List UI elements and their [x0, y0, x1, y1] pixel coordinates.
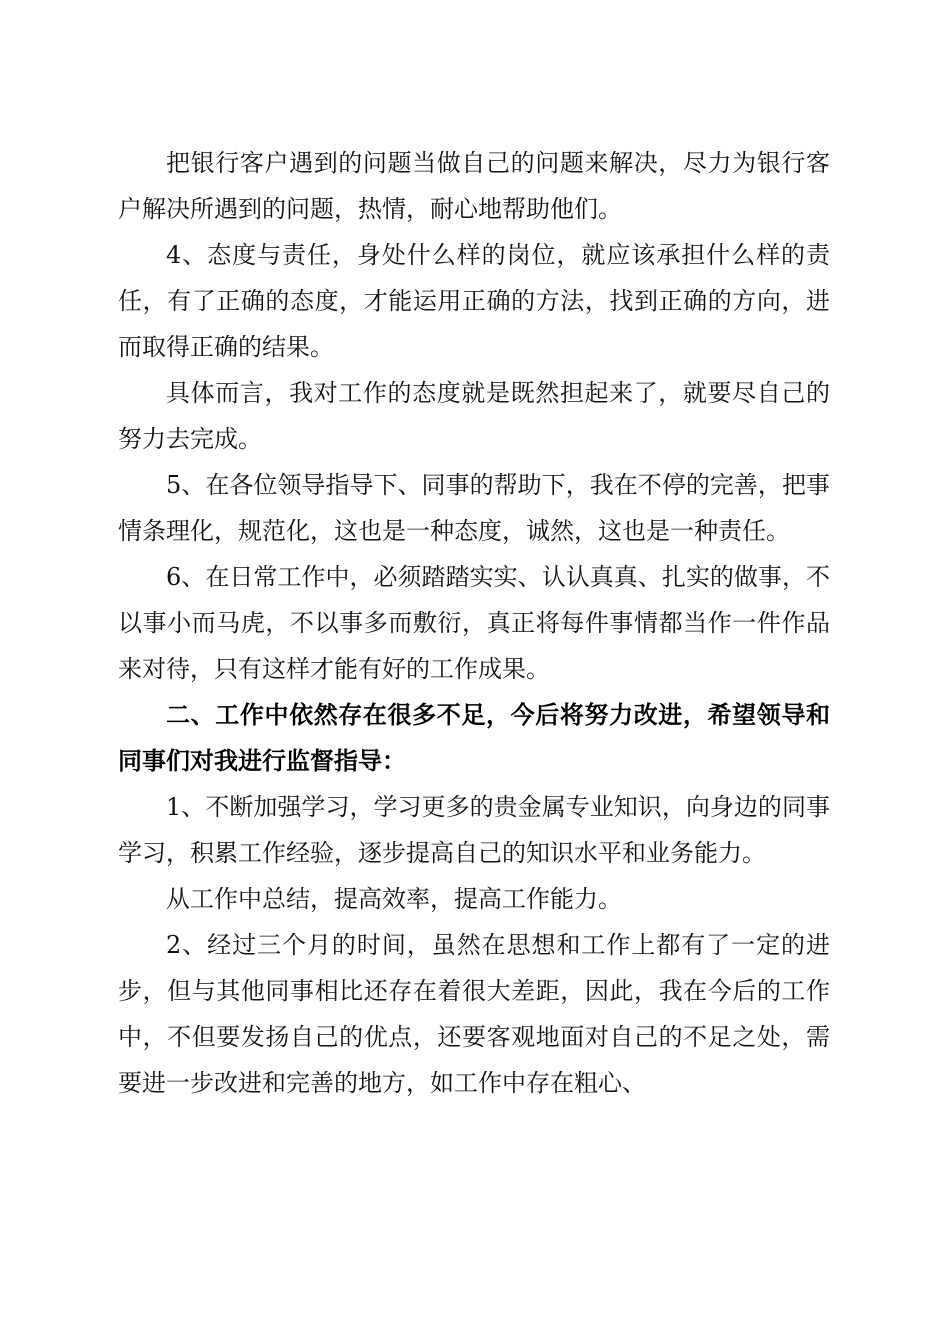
paragraph-improvement: 5、在各位领导指导下、同事的帮助下，我在不停的完善，把事情条理化，规范化，这也是一种态度，诚然，这也是一种责任。	[118, 471, 830, 545]
section-heading-shortcomings: 二、工作中依然存在很多不足，今后将努力改进，希望领导和同事们对我进行监督指导：	[118, 701, 830, 775]
paragraph-customer-problems: 把银行客户遇到的问题当做自己的问题来解决，尽力为银行客户解决所遇到的问题，热情，耐心地帮助他们。	[118, 149, 830, 223]
document-body	[118, 140, 830, 1106]
paragraph-daily-work: 6、在日常工作中，必须踏踏实实、认认真真、扎实的做事，不以事小而马虎，不以事多而敷衍，真正将每件事情都当作一件作品来对待，只有这样才能有好的工作成果。	[118, 563, 830, 683]
paragraph-study: 1、不断加强学习，学习更多的贵金属专业知识，向身边的同事学习，积累工作经验，逐步提高自己的知识水平和业务能力。	[118, 793, 830, 867]
paragraph-work-attitude: 具体而言，我对工作的态度就是既然担起来了，就要尽自己的努力去完成。	[118, 379, 830, 453]
paragraph-three-months: 2、经过三个月的时间，虽然在思想和工作上都有了一定的进步，但与其他同事相比还存在着很大差距，因此，我在今后的工作中，不但要发扬自己的优点，还要客观地面对自己的不足之处，需要进一步改进和完善的地方，如工作中存在粗心、	[118, 931, 830, 1097]
paragraph-attitude-responsibility: 4、态度与责任，身处什么样的岗位，就应该承担什么样的责任，有了正确的态度，才能运用正确的方法，找到正确的方向，进而取得正确的结果。	[118, 241, 830, 361]
paragraph-summarize: 从工作中总结，提高效率，提高工作能力。	[166, 885, 622, 913]
